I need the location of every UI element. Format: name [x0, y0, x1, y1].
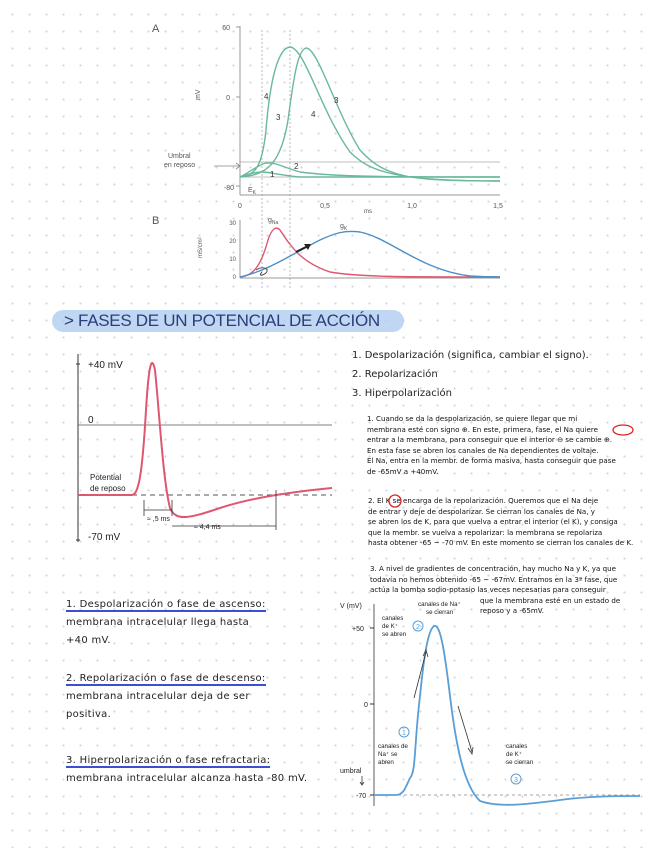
na-close-line: canales de Na⁺	[418, 601, 461, 608]
note-1	[367, 414, 616, 478]
a-xtick-10: 1,0	[407, 203, 417, 210]
a-tick-0: 0	[226, 95, 230, 102]
a-tick-60: 60	[222, 25, 230, 32]
svg-text:2: 2	[416, 624, 420, 631]
phase-text: membrana intracelular alcanza hasta -80 mV.	[66, 773, 308, 784]
note-line: 3. A nivel de gradientes de concentración, hay mucho Na y K, ya que	[370, 564, 616, 573]
na-open-line: Na⁺ se	[378, 751, 398, 758]
k-open-line: de K⁺	[382, 623, 398, 630]
action-potential-curve	[78, 363, 332, 517]
label-zero: 0	[88, 415, 94, 426]
a-xtick-15: 1,5	[493, 203, 503, 210]
svg-text:1: 1	[402, 730, 406, 737]
note-line: entrar a la membrana, para conseguir que el interior ⊖ se cambie ⊕.	[367, 435, 613, 445]
k-close-line: se cierran	[506, 759, 534, 766]
umbral-label-1: Umbral	[168, 153, 191, 160]
duration-label-1: ≈ ,5 ms	[147, 516, 170, 523]
curve-label-4b: 4	[311, 110, 316, 119]
ek-label: $E_K$	[248, 187, 257, 196]
curve-label-1: 1	[270, 170, 275, 179]
na-open-line: abren	[378, 759, 394, 766]
figure-ab	[0, 0, 656, 300]
phase-text: positiva.	[66, 709, 112, 720]
br-tick-0: 0	[364, 702, 368, 709]
b-tick-20: 20	[229, 239, 236, 245]
figure-a-label: A	[152, 23, 160, 35]
phases-list	[352, 346, 589, 403]
k-circle-mark	[388, 494, 404, 510]
gk-label: $g_K$	[340, 223, 348, 232]
br-y-axis-label: V (mV)	[340, 603, 362, 610]
note-line: En esta fase se abren los canales de Na dependientes de voltaje.	[367, 445, 599, 455]
note-line: todavía no hemos obtenido -65 ~ -67mV. Entramos en la 3ª fase, que	[370, 574, 618, 584]
gk-curve	[240, 231, 500, 277]
curve-label-2: 2	[294, 162, 299, 171]
phase-text: membrana intracelular deja de ser	[66, 691, 250, 702]
br-action-potential-curve	[374, 626, 640, 805]
phases-list-item: 1. Despolarización (significa, cambiar el signo).	[352, 350, 589, 361]
b-tick-0: 0	[232, 275, 236, 281]
svg-text:3: 3	[514, 777, 518, 784]
k-open-line: se abren	[382, 631, 407, 638]
phase-1	[66, 596, 266, 650]
na-open-line: canales de	[378, 743, 408, 750]
a-x-unit: ms	[364, 209, 372, 215]
b-tick-10: 10	[229, 257, 236, 263]
figure-br	[330, 596, 650, 818]
note-line: que la membrana esté en un estado de	[480, 595, 621, 605]
note-line: El Na, entra en la membr. de forma masiva, hasta conseguir que pase	[367, 456, 616, 466]
k-close-line: de K⁺	[506, 751, 522, 758]
note-line: membrana esté con signo ⊕. En este, primera, fase, el Na quiere	[367, 424, 598, 434]
label-plus40: +40 mV	[88, 360, 123, 371]
phase-heading: 3. Hiperpolarización o fase refractaria:	[66, 755, 271, 766]
a-tick-80: -80	[223, 185, 234, 192]
label-rest-1: Potential	[90, 473, 122, 482]
note-line: reposo y a -65mV.	[480, 606, 545, 616]
gna-label: $g_{Na}$	[268, 217, 279, 226]
a-xtick-05: 0,5	[320, 203, 330, 210]
label-rest-2: de reposo	[90, 484, 126, 493]
curve-label-4a: 4	[264, 92, 269, 101]
umbral-label-2: en reposo	[164, 162, 196, 169]
note-line: de entrar y deje de despolarizar. Se cierran los canales de Na, y	[368, 506, 595, 516]
phases-list-item: 3. Hiperpolarización	[352, 388, 452, 399]
figure-left	[0, 340, 350, 550]
b-tick-30: 30	[229, 221, 236, 227]
note-line: hasta obtener -65 ~ -70 mV. En este momento se cierran los canales de K.	[368, 538, 634, 548]
br-arrow-down	[458, 706, 472, 752]
page-title: > FASES DE UN POTENCIAL DE ACCIÓN	[64, 311, 380, 330]
phase-text: +40 mV.	[66, 635, 111, 646]
note-line: se abren los de K, para que vuelva a entrar el interior (el K), y consiga	[368, 517, 618, 527]
note-2	[368, 496, 633, 549]
na-close-line: se cierran	[426, 609, 454, 616]
curve-label-3a: 3	[276, 113, 281, 122]
br-umbral-label: umbral	[340, 768, 362, 775]
note-line: 1. Cuando se da la despolarización, se quiere llegar que mi	[367, 414, 578, 423]
label-minus70: -70 mV	[88, 532, 121, 543]
b-y-unit: mS/cm²	[198, 237, 204, 258]
k-open-line: canales	[382, 615, 404, 622]
br-tick-70: -70	[356, 793, 367, 800]
phase-heading: 1. Despolarización o fase de ascenso:	[66, 599, 266, 610]
phase-3	[66, 752, 307, 788]
note-line: 2. El K se encarga de la repolarización. Queremos que el Na deje	[368, 496, 599, 505]
a-y-unit: mV	[195, 89, 202, 100]
note-line: de -65mV a +40mV.	[367, 466, 439, 476]
note-line: que la membr. se vuelva a repolarizar: la membrana se repolariza	[368, 527, 603, 537]
duration-label-2: ≈ 4,4 ms	[194, 524, 221, 531]
curve-label-3b: 3	[334, 96, 339, 105]
phase-text: membrana intracelular llega hasta	[66, 617, 250, 628]
k-close-line: canales	[506, 743, 528, 750]
figure-b-label: B	[152, 215, 160, 227]
br-tick-50: +50	[352, 626, 364, 633]
phases-list-item: 2. Repolarización	[352, 369, 438, 380]
phase-heading: 2. Repolarización o fase de descenso:	[66, 673, 266, 684]
na-circle-mark	[612, 424, 636, 436]
phase-2	[66, 670, 266, 724]
note-line: actúa la bomba sodio-potasio las veces necesarias para conseguir	[370, 585, 606, 595]
a-xtick-0: 0	[238, 203, 242, 210]
